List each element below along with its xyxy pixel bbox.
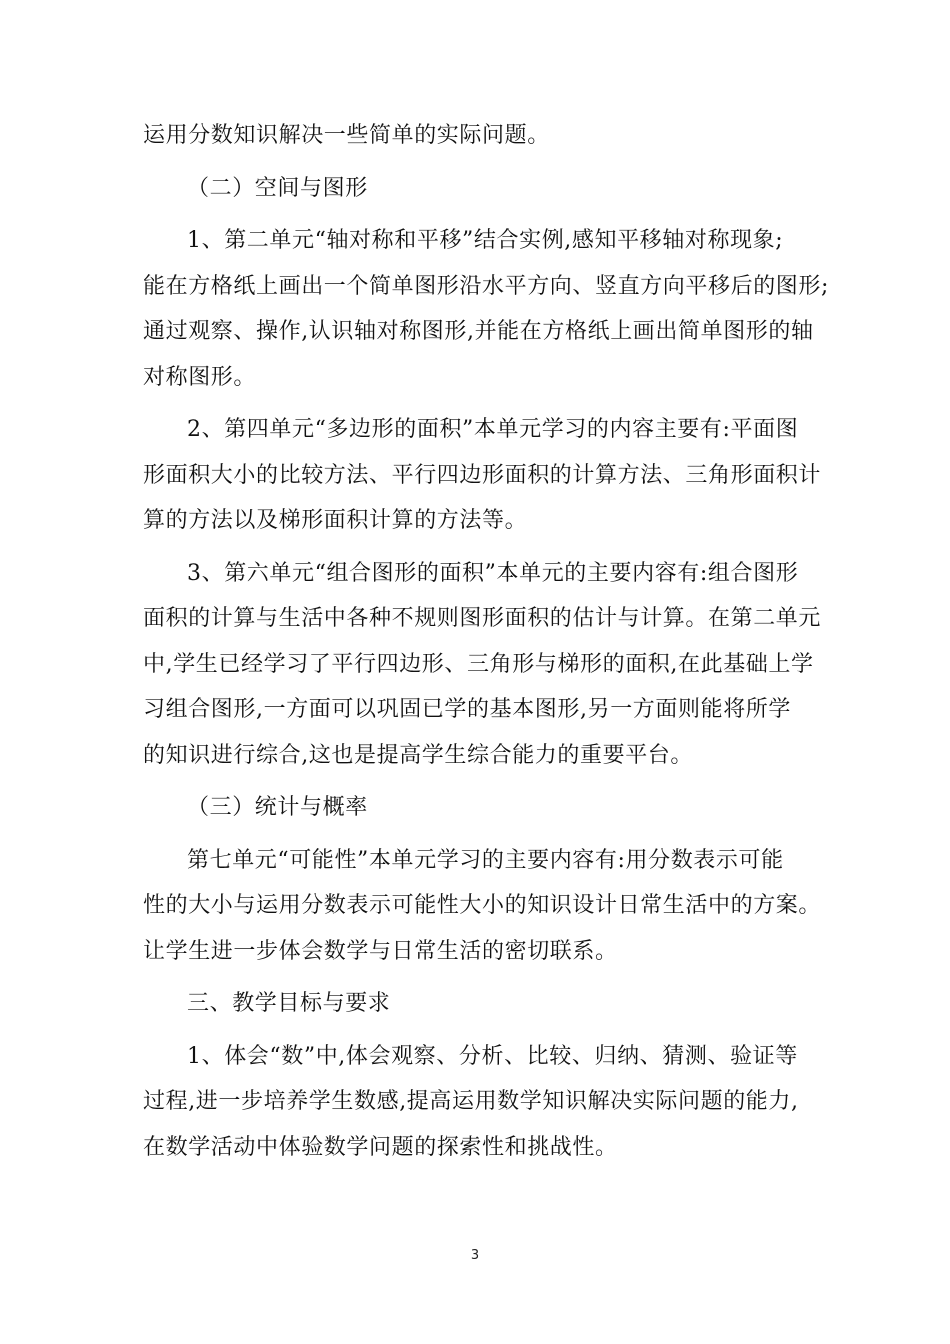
text-line: 让学生进一步体会数学与日常生活的密切联系。	[143, 938, 618, 964]
section-heading-teaching-goals	[143, 981, 815, 1027]
paragraph-unit-seven	[143, 838, 822, 975]
text-line: 三、教学目标与要求	[187, 991, 391, 1016]
text-line: 2、第四单元“多边形的面积”本单元学习的内容主要有:平面图	[187, 417, 799, 442]
paragraph-unit-two	[143, 218, 830, 400]
text-line: 能在方格纸上画出一个简单图形沿水平方向、竖直方向平移后的图形;	[143, 273, 830, 299]
text-line: 第七单元“可能性”本单元学习的主要内容有:用分数表示可能	[187, 847, 784, 873]
paragraph-goal-one	[143, 1034, 815, 1171]
text-line: 1、第二单元“轴对称和平移”结合实例,感知平移轴对称现象;	[187, 228, 784, 253]
text-line: 性的大小与运用分数表示可能性大小的知识设计日常生活中的方案。	[143, 893, 822, 918]
text-line: （三）统计与概率	[187, 795, 368, 820]
paragraph-unit-six	[143, 551, 822, 779]
text-line: 对称图形。	[143, 364, 257, 390]
text-line: 3、第六单元“组合图形的面积”本单元的主要内容有:组合图形	[187, 560, 799, 586]
text-line: 通过观察、操作,认识轴对称图形,并能在方格纸上画出简单图形的轴	[143, 319, 814, 344]
text-line: 习组合图形,一方面可以巩固已学的基本图形,另一方面则能将所学	[143, 697, 791, 722]
text-line: （二）空间与图形	[187, 175, 368, 201]
text-line: 中,学生已经学习了平行四边形、三角形与梯形的面积,在此基础上学	[143, 651, 814, 677]
section-heading-statistics-probability	[143, 785, 815, 831]
section-heading-space-and-shapes	[143, 166, 815, 212]
text-line: 的知识进行综合,这也是提高学生综合能力的重要平台。	[143, 742, 693, 768]
document-body	[143, 113, 830, 1170]
text-line: 过程,进一步培养学生数感,提高运用数学知识解决实际问题的能力,	[143, 1089, 799, 1114]
text-line: 面积的计算与生活中各种不规则图形面积的估计与计算。在第二单元	[143, 606, 822, 631]
text-line: 在数学活动中体验数学问题的探索性和挑战性。	[143, 1134, 618, 1160]
text-line: 运用分数知识解决一些简单的实际问题。	[143, 123, 550, 148]
text-line: 1、体会“数”中,体会观察、分析、比较、归纳、猜测、验证等	[187, 1043, 798, 1069]
page-number: 3	[470, 1248, 480, 1263]
paragraph-unit-four	[143, 407, 822, 544]
text-line: 形面积大小的比较方法、平行四边形面积的计算方法、三角形面积计	[143, 462, 822, 488]
text-line: 算的方法以及梯形面积计算的方法等。	[143, 508, 528, 533]
paragraph-continuation	[143, 113, 815, 159]
